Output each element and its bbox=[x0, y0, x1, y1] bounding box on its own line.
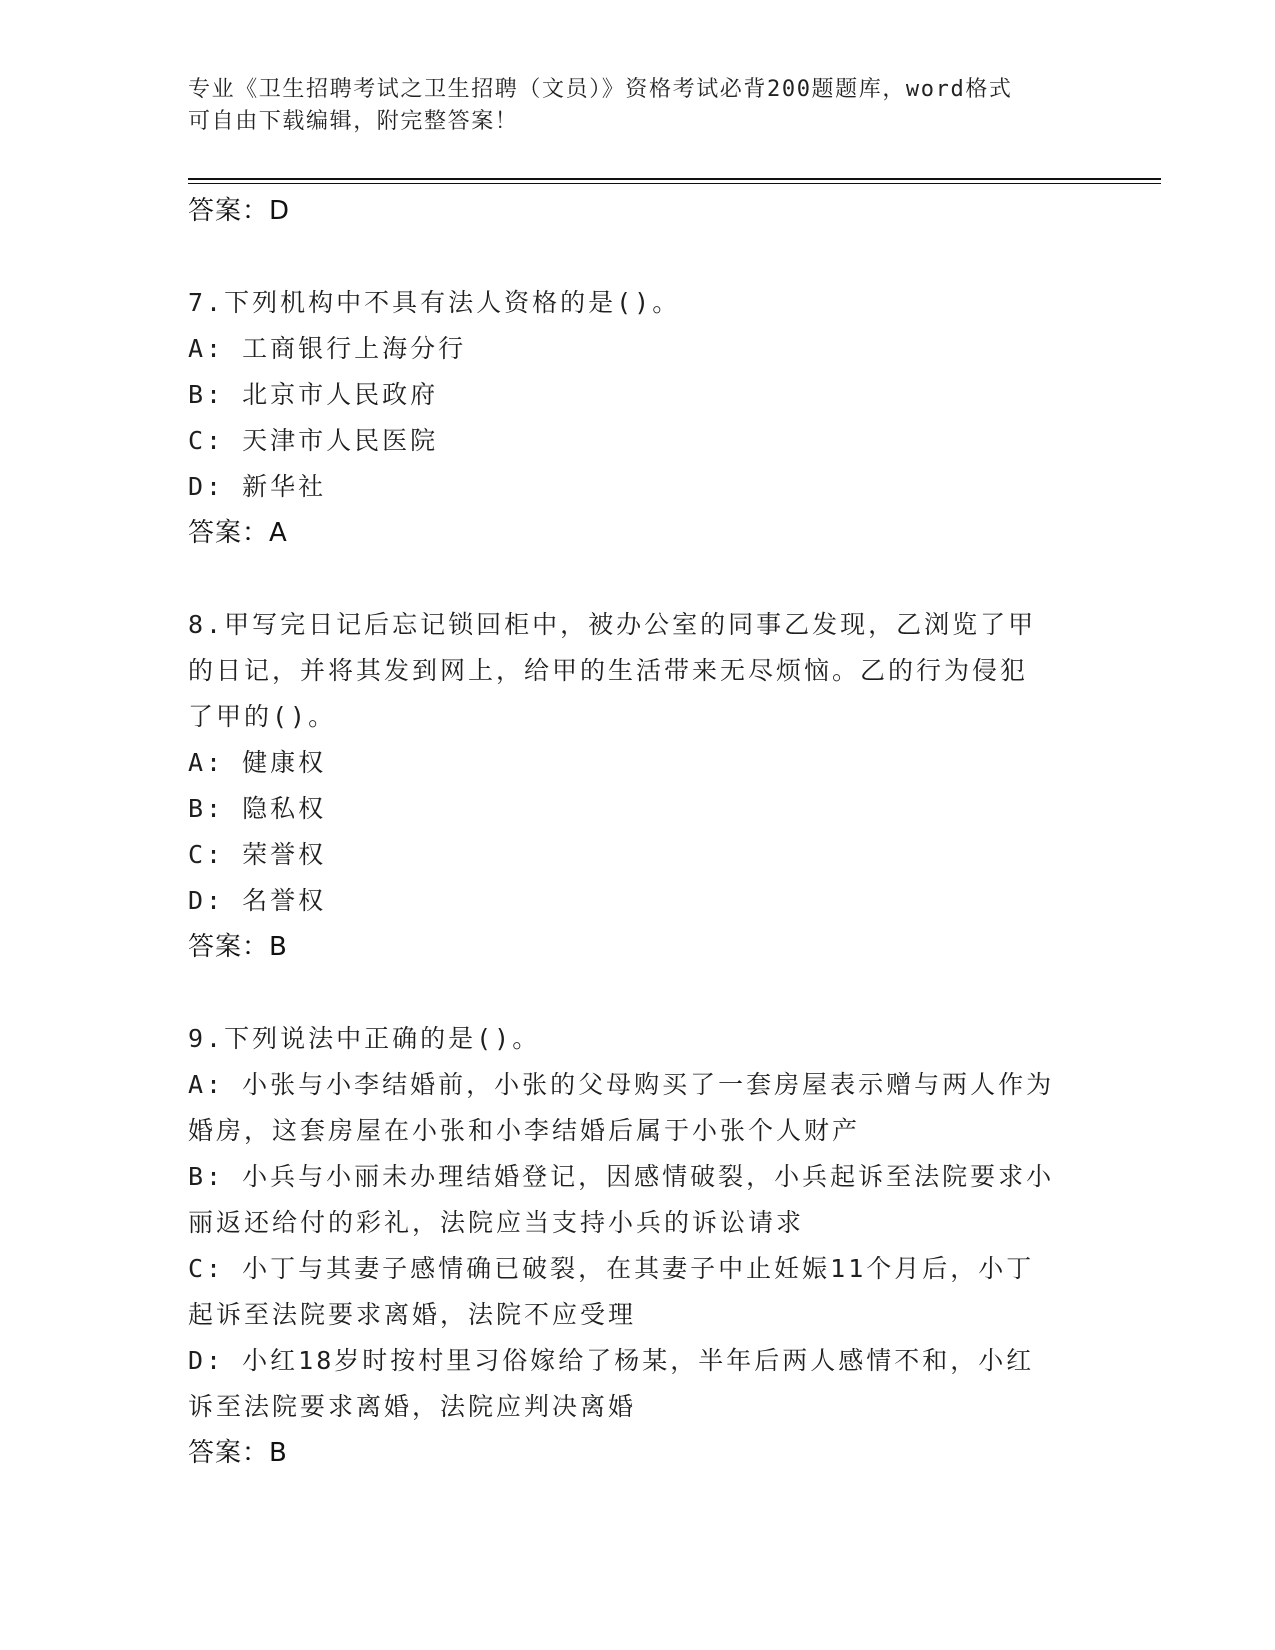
question-stem-line: 9.下列说法中正确的是()。 bbox=[188, 1024, 541, 1053]
question-stem-line: 7.下列机构中不具有法人资格的是()。 bbox=[188, 288, 681, 317]
question-stem-line: 了甲的()。 bbox=[188, 702, 337, 731]
spacer bbox=[188, 970, 1088, 1016]
question-stem-line: 8.甲写完日记后忘记锁回柜中，被办公室的同事乙发现，乙浏览了甲 bbox=[188, 610, 1037, 639]
answer-line: 答案：D bbox=[188, 196, 291, 226]
option-b: B: 北京市人民政府 bbox=[188, 380, 439, 409]
option-b: B: 隐私权 bbox=[188, 794, 327, 823]
option-b-continued: 丽返还给付的彩礼，法院应当支持小兵的诉讼请求 bbox=[188, 1208, 805, 1237]
header-line: 专业《卫生招聘考试之卫生招聘（文员）》资格考试必背200题题库，word格式 bbox=[188, 77, 1013, 102]
header-divider-thick bbox=[188, 178, 1161, 180]
option-b: B: 小兵与小丽未办理结婚登记，因感情破裂，小兵起诉至法院要求小 bbox=[188, 1162, 1055, 1191]
option-a: A: 健康权 bbox=[188, 748, 327, 777]
option-a: A: 工商银行上海分行 bbox=[188, 334, 467, 363]
header-line: 可自由下载编辑，附完整答案！ bbox=[188, 109, 519, 134]
spacer bbox=[188, 556, 1088, 602]
question-list bbox=[188, 188, 1088, 1476]
option-c: C: 小丁与其妻子感情确已破裂，在其妻子中止妊娠11个月后，小丁 bbox=[188, 1254, 1035, 1283]
option-d: D: 小红18岁时按村里习俗嫁给了杨某，半年后两人感情不和，小红 bbox=[188, 1346, 1035, 1375]
option-c: C: 天津市人民医院 bbox=[188, 426, 439, 455]
option-c-continued: 起诉至法院要求离婚，法院不应受理 bbox=[188, 1300, 637, 1329]
option-a: A: 小张与小李结婚前，小张的父母购买了一套房屋表示赠与两人作为 bbox=[188, 1070, 1055, 1099]
option-c: C: 荣誉权 bbox=[188, 840, 327, 869]
answer-line: 答案：B bbox=[188, 932, 288, 962]
option-d: D: 名誉权 bbox=[188, 886, 327, 915]
option-d: D: 新华社 bbox=[188, 472, 327, 501]
header-divider-thin bbox=[188, 183, 1161, 184]
question-block bbox=[188, 602, 1088, 970]
document-header bbox=[188, 74, 1088, 138]
option-a-continued: 婚房，这套房屋在小张和小李结婚后属于小张个人财产 bbox=[188, 1116, 861, 1145]
question-block bbox=[188, 280, 1088, 556]
option-d-continued: 诉至法院要求离婚，法院应判决离婚 bbox=[188, 1392, 637, 1421]
question-block bbox=[188, 1016, 1088, 1476]
answer-line: 答案：A bbox=[188, 518, 288, 548]
spacer bbox=[188, 234, 1088, 280]
answer-line: 答案：B bbox=[188, 1438, 288, 1468]
question-stem-line: 的日记，并将其发到网上，给甲的生活带来无尽烦恼。乙的行为侵犯 bbox=[188, 656, 1029, 685]
